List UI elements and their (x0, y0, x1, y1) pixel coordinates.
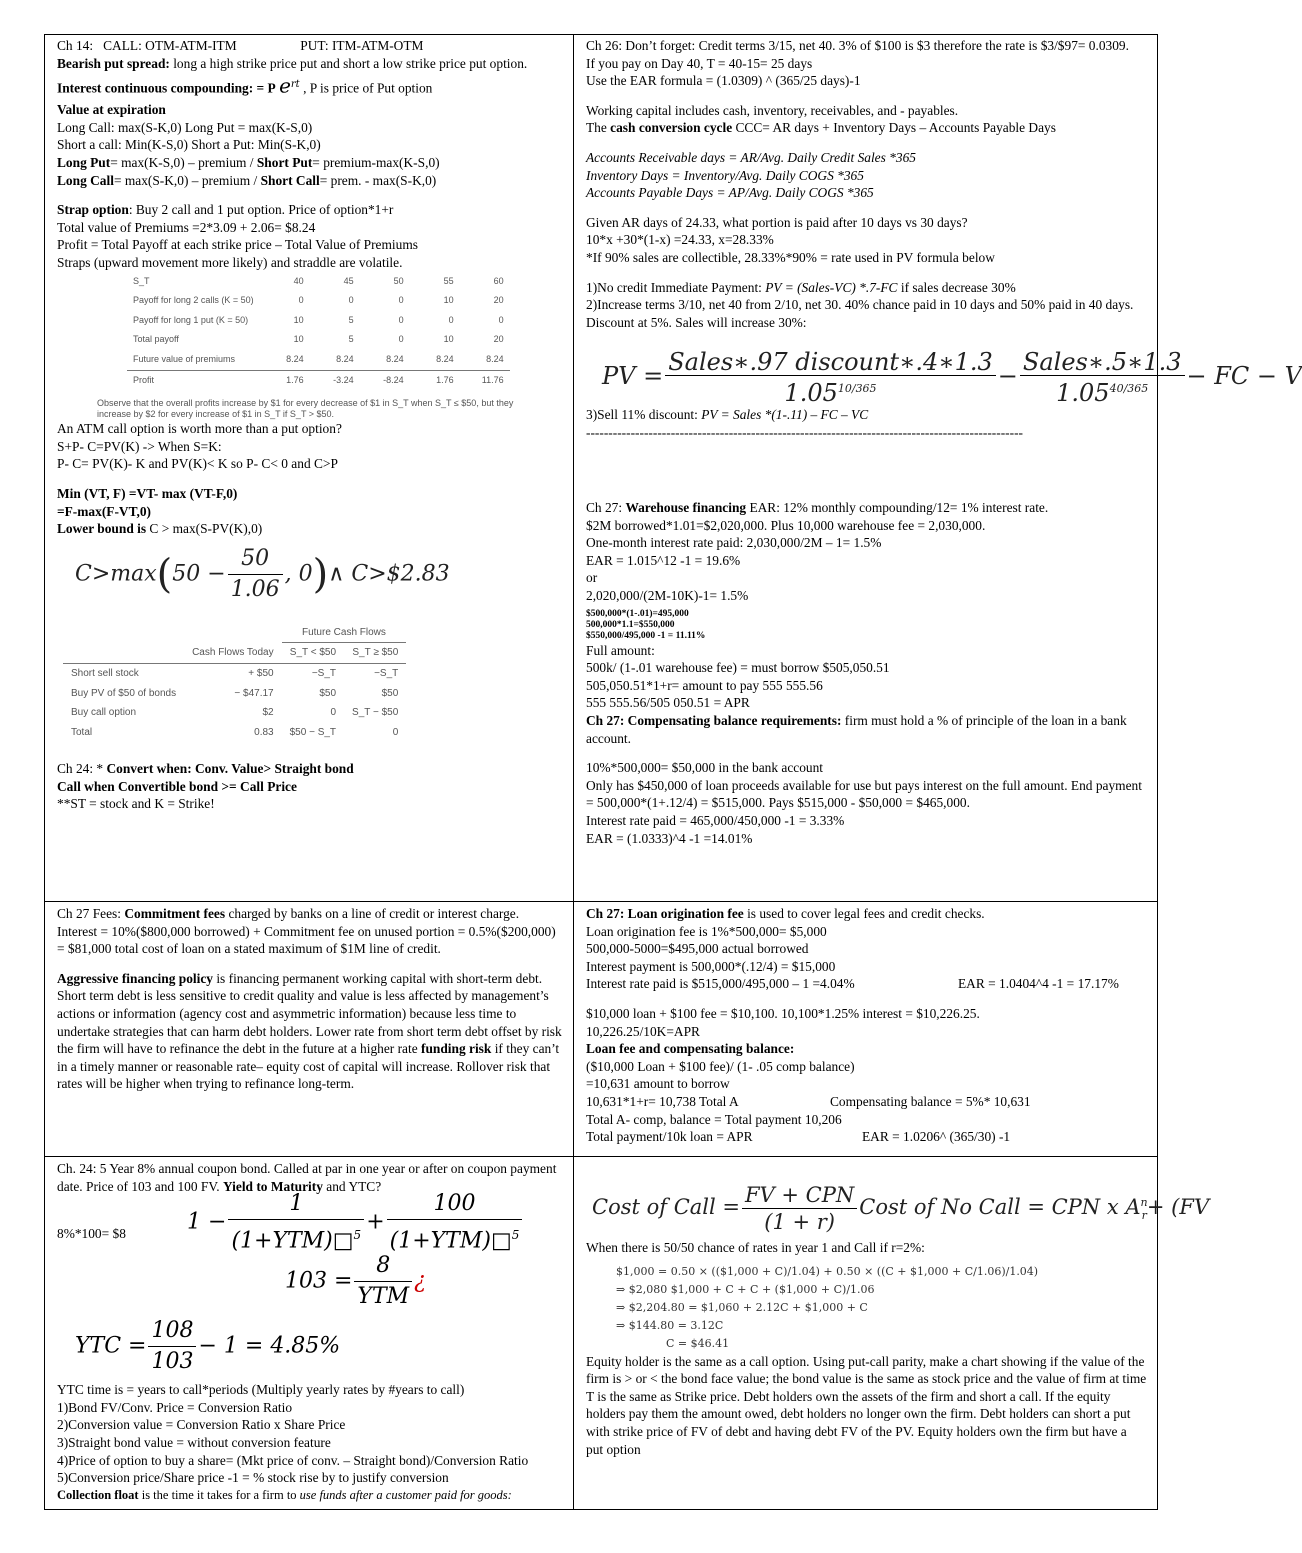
loan-plus-fee: $10,000 loan + $100 fee = $10,100. 10,100*1.25% interest = $10,226.25. (586, 1005, 980, 1021)
table-row (63, 663, 406, 683)
pay-day: If you pay on Day 40, T = 40-15= 25 days (586, 55, 813, 71)
table-cell: Profit (127, 370, 260, 390)
cell-bond-ytc (45, 1158, 573, 1509)
call-scenario: When there is 50/50 chance of rates in year 1 and Call if r=2%: (586, 1240, 925, 1255)
increase-terms: 2)Increase terms 3/10, net 40 from 2/10, net 30. 40% chance paid in 10 days and 50% paid in 40 days. Discount at 5%. Sales will increase 30%: (586, 297, 1134, 330)
amount-to-pay: 505,050.51*1+r= amount to pay 555 555.56 (586, 677, 823, 693)
short-payoffs: Short a call: Min(K-S,0) Short a Put: Min(S-K,0) (57, 137, 321, 153)
table-cell: 0 (348, 295, 354, 306)
table-cell: Future Cash Flows (282, 623, 407, 643)
ar-days: Accounts Receivable days = AR/Avg. Daily Credit Sales *365 (586, 149, 916, 165)
table-row (63, 723, 406, 743)
ytc-equation: YTC = $\frac{108}{103}$ − 1 = 4.85% (75, 1318, 341, 1375)
table-cell: Buy PV of $50 of bonds (71, 687, 177, 699)
table-cell: 0 (448, 314, 454, 325)
cell-commitment-fees (45, 903, 573, 1156)
bearish-put-spread: Bearish put spread: long a high strike price put and short a low strike price put option. (57, 55, 528, 71)
must-borrow: 500k/ (1-.01 warehouse fee) = must borrow $505,050.51 (586, 660, 890, 676)
working-capital: Working capital includes cash, inventory, receivables, and - payables. (586, 102, 959, 118)
apr-ear-row: Total payment/10k loan = APR EAR = 1.0206^ (365/30) -1 (586, 1129, 1011, 1145)
cell-working-capital (574, 35, 1302, 497)
ar-question: Given AR days of 24.33, what portion is paid after 10 days vs 30 days? (586, 214, 968, 230)
total-premiums: Total value of Premiums =2*3.09 + 2.06= $8.24 (57, 219, 316, 235)
pv-equation: PV = $\frac{\text{Sales∗.97 discount∗.4∗1.3}}{1.05^{10/365}}$ − $\frac{\text{Sales∗.5∗1.3}}{1.05^{40/365}}$ − FC − V (602, 348, 1302, 408)
cash-flow-table (63, 623, 406, 743)
table-header-row (127, 272, 510, 292)
call-math-1: $1,000 = 0.50 × (($1,000 + C)/1.04) + 0.50 × ((C + $1,000 + C/1.06)/1.04) (616, 1264, 1039, 1278)
table-cell: 1.76 (260, 370, 310, 390)
table-cell (63, 643, 184, 664)
conversion-price: 5)Conversion price/Share price -1 = % stock rise by to justify conversion (57, 1470, 449, 1486)
cheat-sheet (44, 34, 1302, 1510)
table-cell: −S_T (374, 667, 399, 679)
table-cell: − $47.17 (234, 687, 274, 699)
or-text: or (586, 570, 598, 586)
left-column (45, 35, 574, 1509)
ear-formula: Use the EAR formula = (1.0309) ^ (365/25 days)-1 (586, 73, 861, 89)
rate-paid-row: Interest rate paid is $515,000/495,000 – 1 =4.04% EAR = 1.0404^4 -1 = 17.17% (586, 976, 1119, 992)
table-cell: 0 (398, 314, 404, 325)
bond-question: Ch. 24: 5 Year 8% annual coupon bond. Called at par in one year or after on coupon payment date. Price of 103 and 100 FV. Yield to Maturity and YTC? (57, 1161, 557, 1194)
table-cell: 50 (393, 275, 404, 286)
table-cell: + $50 (248, 667, 274, 679)
fee-comp-formula: ($10,000 Loan + $100 fee)/ (1- .05 comp balance) (586, 1058, 855, 1074)
table-cell: S_T ≥ $50 (344, 643, 406, 664)
table-cell: 45 (343, 275, 354, 286)
table-header-row (63, 643, 406, 664)
table-cell: 8.24 (336, 353, 354, 364)
fee-amount: Loan origination fee is 1%*500,000= $5,000 (586, 923, 827, 939)
conversion-ratio: 1)Bond FV/Conv. Price = Conversion Ratio (57, 1399, 293, 1415)
table-cell: 0.83 (254, 726, 274, 738)
table-cell: Total (71, 726, 93, 738)
table-row (63, 703, 406, 723)
min-formula: Min (VT, F) =VT- max (VT-F,0) (57, 485, 238, 501)
table-cell: S_T (133, 275, 150, 286)
cost-of-call-equation: Cost of Call = $\frac{\text{FV + CPN}}{(1 + r)}$ Cost of No Call = CPN x $A^n_r+ (FV$ (592, 1183, 1210, 1234)
table-cell: $50 (319, 687, 337, 699)
cell-options (45, 35, 573, 901)
table-cell: 55 (443, 275, 454, 286)
table-row (127, 370, 510, 390)
price-equation: 103 = $\frac{8}{\text{YTM}}$ ¿ (285, 1253, 426, 1310)
warehouse-financing: Ch 27: Warehouse financing EAR: 12% monthly compounding/12= 1% interest rate. (586, 500, 1049, 515)
call-math-5: C = $46.41 (666, 1336, 730, 1350)
cell-warehouse (574, 497, 1157, 901)
table-cell: Total payoff (133, 334, 179, 345)
table-row (127, 291, 510, 311)
atm-question: An ATM call option is worth more than a put option? (57, 421, 342, 437)
strap-table-note: Observe that the overall profits increase by $1 for every decrease of $1 in S_T when S_T ≤ $50, but they increase by $2 for every increase of $1 in S_T if S_T > $50. (97, 398, 514, 420)
cell-loan-origination (574, 903, 1157, 1156)
table-cell: 0 (498, 314, 504, 325)
collection-float: Collection float is the time it takes for a firm to use funds after a customer paid for goods: (57, 1487, 512, 1502)
table-row (127, 350, 510, 370)
table-cell: 20 (493, 334, 504, 345)
table-cell: Payoff for long 1 put (K = 50) (133, 314, 249, 325)
bank-account: 10%*500,000= $50,000 in the bank account (586, 760, 824, 776)
table-row (63, 684, 406, 704)
total-a-row: 10,631*1+r= 10,738 Total A Compensating balance = 5%* 10,631 (586, 1093, 1031, 1109)
table-cell: 5 (348, 334, 354, 345)
compensating-balance: Ch 27: Compensating balance requirements: firm must hold a % of principle of the loan in a bank account. (586, 712, 1127, 746)
long-call-profit: Long Call= max(S-K,0) – premium / Short Call= prem. - max(S-K,0) (57, 172, 437, 188)
table-cell: -3.24 (310, 370, 360, 390)
table-cell: 10 (293, 334, 304, 345)
min-formula-alt: =F-max(F-VT,0) (57, 503, 152, 519)
commitment-fees: Ch 27 Fees: Commitment fees charged by banks on a line of credit or interest charge. (57, 906, 520, 921)
lower-bound: Lower bound is C > max(S-PV(K),0) (57, 521, 263, 537)
call-math-3: ⇒ $2,204.80 = $1,060 + 2.12C + $1,000 + C (616, 1300, 868, 1314)
commitment-total: = $81,000 total cost of loan on a stated maximum of $1M line of credit. (57, 941, 441, 957)
table-cell: Short sell stock (71, 667, 139, 679)
interest-payment: Interest payment is 500,000*(.12/4) = $15,000 (586, 958, 836, 974)
table-cell: Payoff for long 2 calls (K = 50) (133, 295, 254, 306)
conversion-value: 2)Conversion value = Conversion Ratio x Share Price (57, 1417, 346, 1433)
parity-conclusion: P- C= PV(K)- K and PV(K)< K so P- C< 0 and C>P (57, 456, 338, 472)
sell-discount: 3)Sell 11% discount: PV = Sales *(1-.11) – FC – VC (586, 407, 869, 423)
table-cell: 11.76 (460, 370, 510, 390)
table-cell: 8.24 (386, 353, 404, 364)
ytm-equation-row (57, 1191, 563, 1254)
table-cell: $2 (262, 707, 274, 719)
table-cell: Future value of premiums (133, 353, 236, 364)
table-cell: 20 (493, 295, 504, 306)
ar-solution: 10*x +30*(1-x) =24.33, x=28.33% (586, 232, 774, 248)
actual-borrowed: 500,000-5000=$495,000 actual borrowed (586, 941, 809, 957)
warehouse-alt: 2,020,000/(2M-10K)-1= 1.5% (586, 587, 749, 603)
ch24-convert: Ch 24: * Convert when: Conv. Value> Straight bond (57, 761, 354, 777)
table-cell: Cash Flows Today (184, 643, 282, 664)
table-cell: S_T < $50 (282, 643, 344, 664)
table-cell: 1.76 (410, 370, 460, 390)
tiny-line-1: $500,000*(1-.01)=495,000 (586, 608, 689, 619)
ch24-call: Call when Convertible bond >= Call Price (57, 778, 297, 794)
aggressive-financing: Aggressive financing policy is financing permanent working capital with short-term debt. Short term debt is less sensitive to credit quality and value is less affected by management’s actions or information (agency cost and asymmetric information) because less time to undertake strategies that can harm debt holders. Lower rate from short term debt offset by risk the firm will have to refinance the debt in the future at a higher rate funding risk if they can’t in a timely manner or reasonable rate– equity cost of capital will increase. Rollover risk that rates will be higher when trying to refinance long-term. (57, 970, 562, 1092)
apr-line: 555 555.56/505 050.51 = APR (586, 695, 750, 711)
apr-10k: 10,226.25/10K=APR (586, 1023, 700, 1039)
table-cell: S_T − $50 (352, 707, 399, 719)
full-amount: Full amount: (586, 642, 655, 658)
table-cell: 60 (493, 275, 504, 286)
strap-option: Strap option: Buy 2 call and 1 put option. Price of option*1+r (57, 202, 394, 218)
ccc: The cash conversion cycle CCC= AR days + Inventory Days – Accounts Payable Days (586, 120, 1056, 136)
origination-fee: Ch 27: Loan origination fee is used to cover legal fees and credit checks. (586, 906, 985, 921)
no-credit: 1)No credit Immediate Payment: PV = (Sales-VC) *.7-FC if sales decrease 30% (586, 279, 1016, 295)
table-cell: Buy call option (71, 707, 137, 719)
call-math-2: ⇒ $2,080 $1,000 + C + C + ($1,000 + C)/1.06 (616, 1282, 875, 1296)
comp-ear: EAR = (1.0333)^4 -1 =14.01% (586, 830, 753, 846)
profit-definition: Profit = Total Payoff at each strike price – Total Value of Premiums (57, 237, 418, 253)
straight-bond-value: 3)Straight bond value = without conversion feature (57, 1434, 331, 1450)
lower-bound-equation: C>max(50 − $\frac{50}{1.06}$ , 0)∧ C>$2.83 (75, 545, 450, 602)
coupon-value: 8%*100= $8 (57, 1226, 126, 1242)
strap-payoff-table (127, 272, 510, 391)
option-price: 4)Price of option to buy a share= (Mkt price of conv. – Straight bond)/Conversion Ratio (57, 1452, 529, 1468)
warehouse-borrow: $2M borrowed*1.01=$2,020,000. Plus 10,000 warehouse fee = 2,030,000. (586, 517, 986, 533)
fee-comp-heading: Loan fee and compensating balance: (586, 1041, 795, 1057)
collectible-note: *If 90% sales are collectible, 28.33%*90% = rate used in PV formula below (586, 249, 995, 265)
long-put-profit: Long Put= max(K-S,0) – premium / Short Put= premium-max(K-S,0) (57, 155, 440, 171)
table-group-row (63, 623, 406, 643)
table-row (127, 311, 510, 331)
warehouse-rate: One-month interest rate paid: 2,030,000/2M – 1= 1.5% (586, 535, 882, 551)
table-cell: 0 (398, 295, 404, 306)
tiny-line-2: 500,000*1.1=$550,000 (586, 619, 675, 630)
table-cell: 8.24 (486, 353, 504, 364)
equity-debt-explanation: Equity holder is the same as a call option. Using put-call parity, make a chart showing if the value of the firm is > or < the bond face value; the bond value is the same as stock price and the value of firm at time T is the same as Strike price. Debt holders own the assets of the firm and short a call. If the equity holders pay them the amount owed, debt holders no longer own the firm. Debt holders can short a put with strike price of FV of debt and having debt FV of the PV. Equity holders own the firm but have a put option (586, 1353, 1147, 1457)
tiny-line-3: $550,000/495,000 -1 = 11.11% (586, 630, 706, 641)
right-column (574, 35, 1302, 1509)
loan-proceeds: Only has $450,000 of loan proceeds available for use but pays interest on the full amount. End payment = 500,000*(1+.12/4) = $515,000. Pays $515,000 - $50,000 = $465,000. (586, 777, 1142, 811)
table-cell: 40 (293, 275, 304, 286)
table-cell: 8.24 (286, 353, 304, 364)
straps-note: Straps (upward movement more likely) and straddle are volatile. (57, 255, 403, 270)
table-cell: 0 (392, 726, 399, 738)
ch14-heading: Ch 14: CALL: OTM-ATM-ITM PUT: ITM-ATM-OTM (57, 38, 424, 53)
table-cell: $50 (381, 687, 399, 699)
credit-terms: Ch 26: Don’t forget: Credit terms 3/15, net 40. 3% of $100 is $3 therefore the rate is $3/$97= 0.0309. (586, 38, 1129, 53)
ytm-equation: 1 − $\frac{1}{(1+YTM)□^5}$ + $\frac{100}{(1+YTM)□^5}$ (187, 1189, 524, 1256)
continuous-compounding: Interest continuous compounding: = P $e^{rt}$ , P is price of Put option (57, 73, 433, 98)
commitment-interest: Interest = 10%($800,000 borrowed) + Commitment fee on unused portion = 0.5%($200,000) (57, 923, 556, 939)
dash-divider: -------------------------------------------------------------------------------------------------- (586, 424, 1023, 440)
table-cell: 0 (398, 334, 404, 345)
total-payment: Total A- comp, balance = Total payment 10,206 (586, 1111, 842, 1127)
table-cell: 10 (293, 314, 304, 325)
table-cell: 10 (443, 334, 454, 345)
table-cell: 0 (298, 295, 304, 306)
table-cell: −S_T (311, 667, 337, 679)
value-at-expiration-heading: Value at expiration (57, 102, 166, 118)
long-payoffs: Long Call: max(S-K,0) Long Put = max(K-S,0) (57, 119, 313, 135)
warehouse-ear: EAR = 1.015^12 -1 = 19.6% (586, 552, 741, 568)
ap-days: Accounts Payable Days = AP/Avg. Daily COGS *365 (586, 185, 874, 201)
cell-cost-of-call (574, 1158, 1210, 1509)
inventory-days: Inventory Days = Inventory/Avg. Daily COGS *365 (586, 167, 864, 183)
amount-to-borrow: =10,631 amount to borrow (586, 1076, 730, 1092)
table-cell: 0 (330, 707, 337, 719)
st-note: **ST = stock and K = Strike! (57, 796, 215, 812)
table-row (127, 330, 510, 350)
put-call-parity: S+P- C=PV(K) -> When S=K: (57, 438, 222, 454)
table-cell: 8.24 (436, 353, 454, 364)
table-cell: 10 (443, 295, 454, 306)
ytc-time: YTC time is = years to call*periods (Multiply yearly rates by #years to call) (57, 1382, 465, 1398)
table-cell: 5 (348, 314, 354, 325)
call-math-4: ⇒ $144.80 = 3.12C (616, 1318, 724, 1332)
table-cell: $50 − S_T (289, 726, 337, 738)
interest-paid: Interest rate paid = 465,000/450,000 -1 = 3.33% (586, 812, 845, 828)
table-cell: -8.24 (360, 370, 410, 390)
